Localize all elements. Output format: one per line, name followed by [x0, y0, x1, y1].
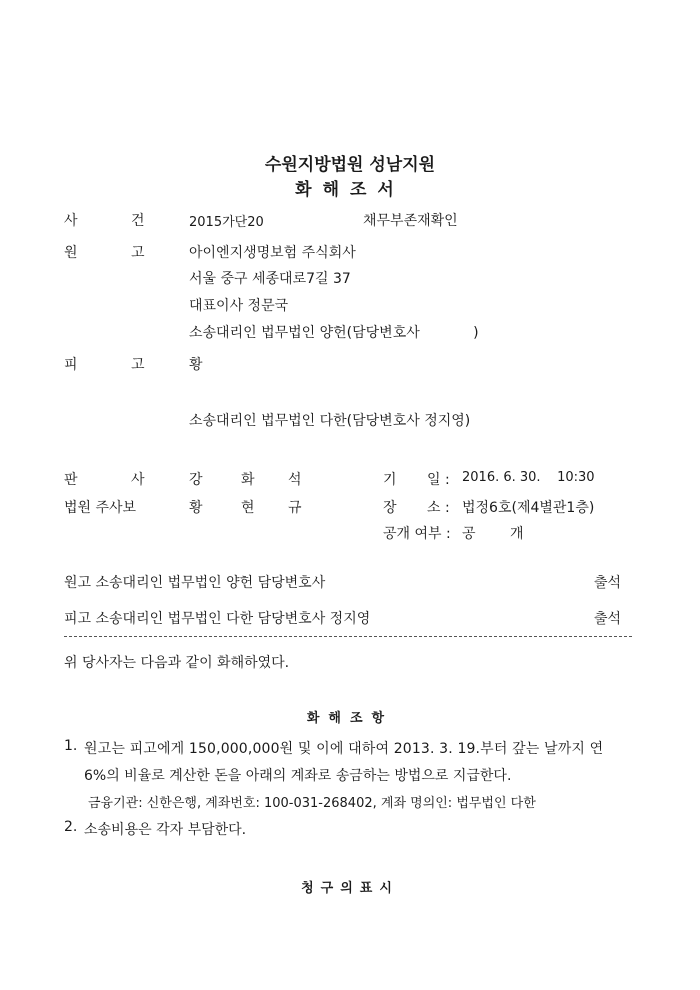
term-text: 원고는 피고에게 150,000,000원 및 이에 대하여 2013. 3. 19.부터 갚는 날까지 연: [84, 741, 604, 757]
defendant-label-1: 피: [64, 357, 78, 373]
judge-name-1: 강: [189, 472, 203, 488]
defendant-counsel: 소송대리인 법무법인 다한(담당변호사 정지영): [189, 413, 471, 429]
place-label-2: 소 :: [427, 500, 450, 516]
case-label-1: 사: [64, 213, 78, 229]
settlement-statement: 위 당사자는 다음과 같이 화해하였다.: [64, 655, 290, 671]
case-number: 2015가단20: [189, 215, 264, 230]
plaintiff-label-2: 고: [131, 245, 145, 261]
clerk-name-3: 규: [288, 500, 302, 516]
plaintiff-name: 아이엔지생명보험 주식회사: [189, 245, 356, 261]
document-title: 화해조서: [295, 180, 405, 200]
attendance-party: 원고 소송대리인 법무법인 양헌 담당변호사: [64, 575, 326, 591]
clerk-label: 법원 주사보: [64, 500, 137, 516]
judge-label-1: 판: [64, 472, 78, 488]
case-label-2: 건: [131, 213, 145, 229]
defendant-label-2: 고: [131, 357, 145, 373]
date-label-1: 기: [383, 472, 397, 488]
public-label: 공개 여부 :: [383, 526, 451, 542]
term-text: 6%의 비율로 계산한 돈을 아래의 계좌로 송금하는 방법으로 지급한다.: [84, 768, 512, 784]
clerk-name-1: 황: [189, 500, 203, 516]
plaintiff-representative: 대표이사 정문국: [189, 298, 289, 314]
terms-heading: 화해조항: [306, 711, 394, 726]
judge-label-2: 사: [131, 472, 145, 488]
place-label-1: 장: [383, 500, 397, 516]
date-value: 2016. 6. 30. 10:30: [462, 470, 595, 485]
plaintiff-label-1: 원: [64, 245, 78, 261]
term-number: 1.: [64, 738, 78, 754]
plaintiff-counsel: 소송대리인 법무법인 양헌(담당변호사 ): [189, 325, 479, 341]
plaintiff-address: 서울 중구 세종대로7길 37: [189, 271, 351, 287]
attendance-status: 출석: [594, 575, 622, 591]
public-value-2: 개: [510, 526, 524, 542]
term-number: 2.: [64, 819, 78, 835]
claim-heading: 청구의표시: [301, 881, 399, 896]
defendant-name: 황: [189, 357, 203, 373]
case-name: 채무부존재확인: [363, 213, 458, 229]
term-text: 소송비용은 각자 부담한다.: [84, 822, 247, 838]
attendance-status: 출석: [594, 611, 622, 627]
clerk-name-2: 현: [241, 500, 255, 516]
judge-name-3: 석: [288, 472, 302, 488]
date-label-2: 일 :: [427, 472, 450, 488]
dashed-divider: [64, 636, 632, 637]
place-value: 법정6호(제4별관1층): [462, 500, 595, 516]
judge-name-2: 화: [241, 472, 255, 488]
attendance-party: 피고 소송대리인 법무법인 다한 담당변호사 정지영: [64, 611, 371, 627]
term-account: 금융기관: 신한은행, 계좌번호: 100-031-268402, 계좌 명의인: 법무법인 다한: [88, 796, 536, 811]
public-value-1: 공: [462, 526, 476, 542]
court-name: 수원지방법원 성남지원: [264, 155, 436, 175]
